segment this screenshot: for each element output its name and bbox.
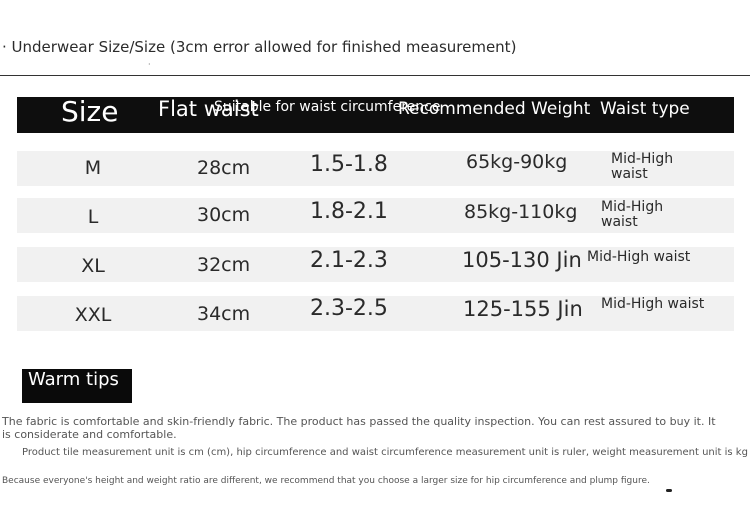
cell-flat-waist: 34cm [197,303,251,325]
cell-waist-type: Mid-High waist [601,199,664,230]
cell-weight: 85kg-110kg [464,201,578,223]
table-row [17,151,734,186]
header-size: Size [61,95,119,128]
table-header [17,97,734,133]
cell-flat-waist: 28cm [197,157,251,179]
cell-waist-range: 2.1-2.3 [310,248,388,273]
title-dot: · [148,60,151,69]
cell-weight: 105-130 Jin [462,248,582,272]
tip-note-units: Product tile measurement unit is cm (cm), hip circumference and waist circumference measurement unit is ruler, weight measurement unit is kg [22,447,748,458]
header-recommended-weight: Recommended Weight [398,99,591,119]
table-row [17,247,734,282]
page-title: · Underwear Size/Size (3cm error allowed for finished measurement) [2,38,517,56]
decorative-mark [666,489,672,492]
cell-flat-waist: 32cm [197,254,251,276]
cell-size: XXL [74,304,112,326]
cell-waist-range: 1.8-2.1 [310,199,388,224]
cell-weight: 65kg-90kg [466,151,568,173]
header-flat-waist: Flat waist [158,97,259,121]
cell-flat-waist: 30cm [197,204,251,226]
tip-note-fabric: The fabric is comfortable and skin-friendly fabric. The product has passed the quality inspection. You can rest assured to buy it. It is considerate and comfortable. [2,415,716,441]
warm-tips-heading [22,369,132,403]
cell-waist-range: 1.5-1.8 [310,152,388,177]
cell-size: M [84,157,102,179]
header-suitable: Suitable for waist circumference [214,99,441,115]
cell-waist-type: Mid-High waist [611,151,674,182]
cell-size: L [87,206,99,228]
cell-waist-range: 2.3-2.5 [310,296,388,321]
divider [0,75,750,76]
cell-size: XL [81,255,105,277]
table-row [17,296,734,331]
cell-waist-type: Mid-High waist [601,296,705,312]
table-row [17,198,734,233]
tip-note-size-advice: Because everyone's height and weight ratio are different, we recommend that you choose a larger size for hip circumference and plump figure. [2,476,650,486]
header-waist-type: Waist type [600,99,690,119]
warm-tips-label: Warm tips [28,369,119,390]
cell-weight: 125-155 Jin [463,297,583,321]
cell-waist-type: Mid-High waist [587,249,691,265]
